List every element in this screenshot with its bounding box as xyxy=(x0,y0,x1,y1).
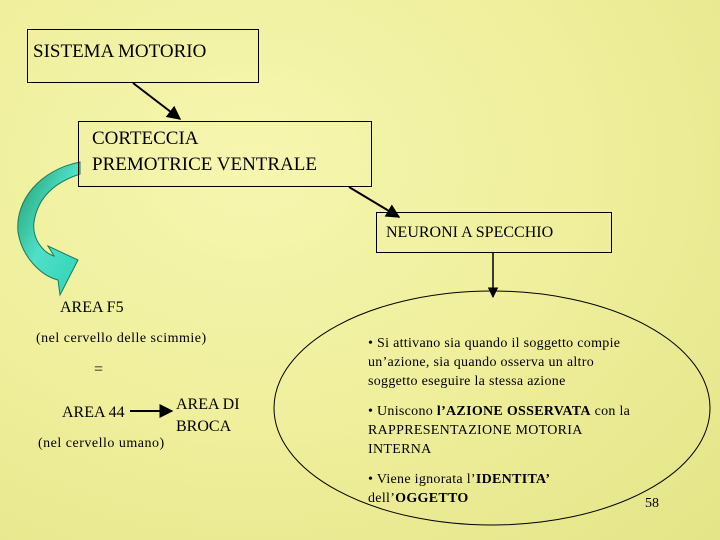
area-di-label: AREA DI xyxy=(176,396,240,413)
bullet-3-line-2-pre: dell’ xyxy=(368,491,396,506)
corteccia-box xyxy=(78,121,372,187)
sistema-motorio-label: SISTEMA MOTORIO xyxy=(33,41,207,62)
equals-sign: = xyxy=(94,361,104,378)
bullet-ignorata xyxy=(368,470,550,508)
scimmie-note: (nel cervello delle scimmie) xyxy=(36,331,207,346)
arrow-sistema-to-corteccia xyxy=(133,83,180,119)
bullet-2-line-1 xyxy=(368,402,630,421)
bullet-3-line-1 xyxy=(368,470,550,489)
area-f5-label: AREA F5 xyxy=(60,299,124,316)
bullet-attivano xyxy=(368,334,620,391)
neuroni-specchio-label: NEURONI A SPECCHIO xyxy=(386,224,554,241)
neuroni-specchio-box xyxy=(376,212,612,253)
sistema-motorio-box xyxy=(27,29,259,83)
bullet-3-line-2 xyxy=(368,489,550,508)
bullet-2-pre: • Uniscono xyxy=(368,404,437,419)
broca-label: BROCA xyxy=(176,418,232,435)
area-44-label: AREA 44 xyxy=(62,404,125,421)
bullet-3-bold-2: OGGETTO xyxy=(395,491,469,506)
bullet-1-line-2: un’azione, sia quando osserva un altro xyxy=(368,355,595,370)
corteccia-label-line1: CORTECCIA xyxy=(92,128,199,149)
bullet-3-bold-1: IDENTITA’ xyxy=(475,472,551,487)
curved-arrow-icon xyxy=(18,162,80,295)
corteccia-label-line2: PREMOTRICE VENTRALE xyxy=(92,154,318,175)
umano-note: (nel cervello umano) xyxy=(38,436,165,451)
page-number: 58 xyxy=(645,496,659,511)
bullet-1-line-1: • Si attivano sia quando il soggetto compie xyxy=(368,336,621,351)
bullet-2-mid: con la xyxy=(590,404,631,419)
bullet-3-pre: • Viene ignorata l’ xyxy=(368,472,476,487)
bullet-2-line-3: INTERNA xyxy=(368,442,432,457)
bullet-2-bold: l’AZIONE OSSERVATA xyxy=(436,404,591,419)
bullet-1-line-3: soggetto eseguire la stessa azione xyxy=(368,374,566,389)
bullet-uniscono xyxy=(368,402,630,459)
bullet-2-line-2: RAPPRESENTAZIONE MOTORIA xyxy=(368,423,583,438)
